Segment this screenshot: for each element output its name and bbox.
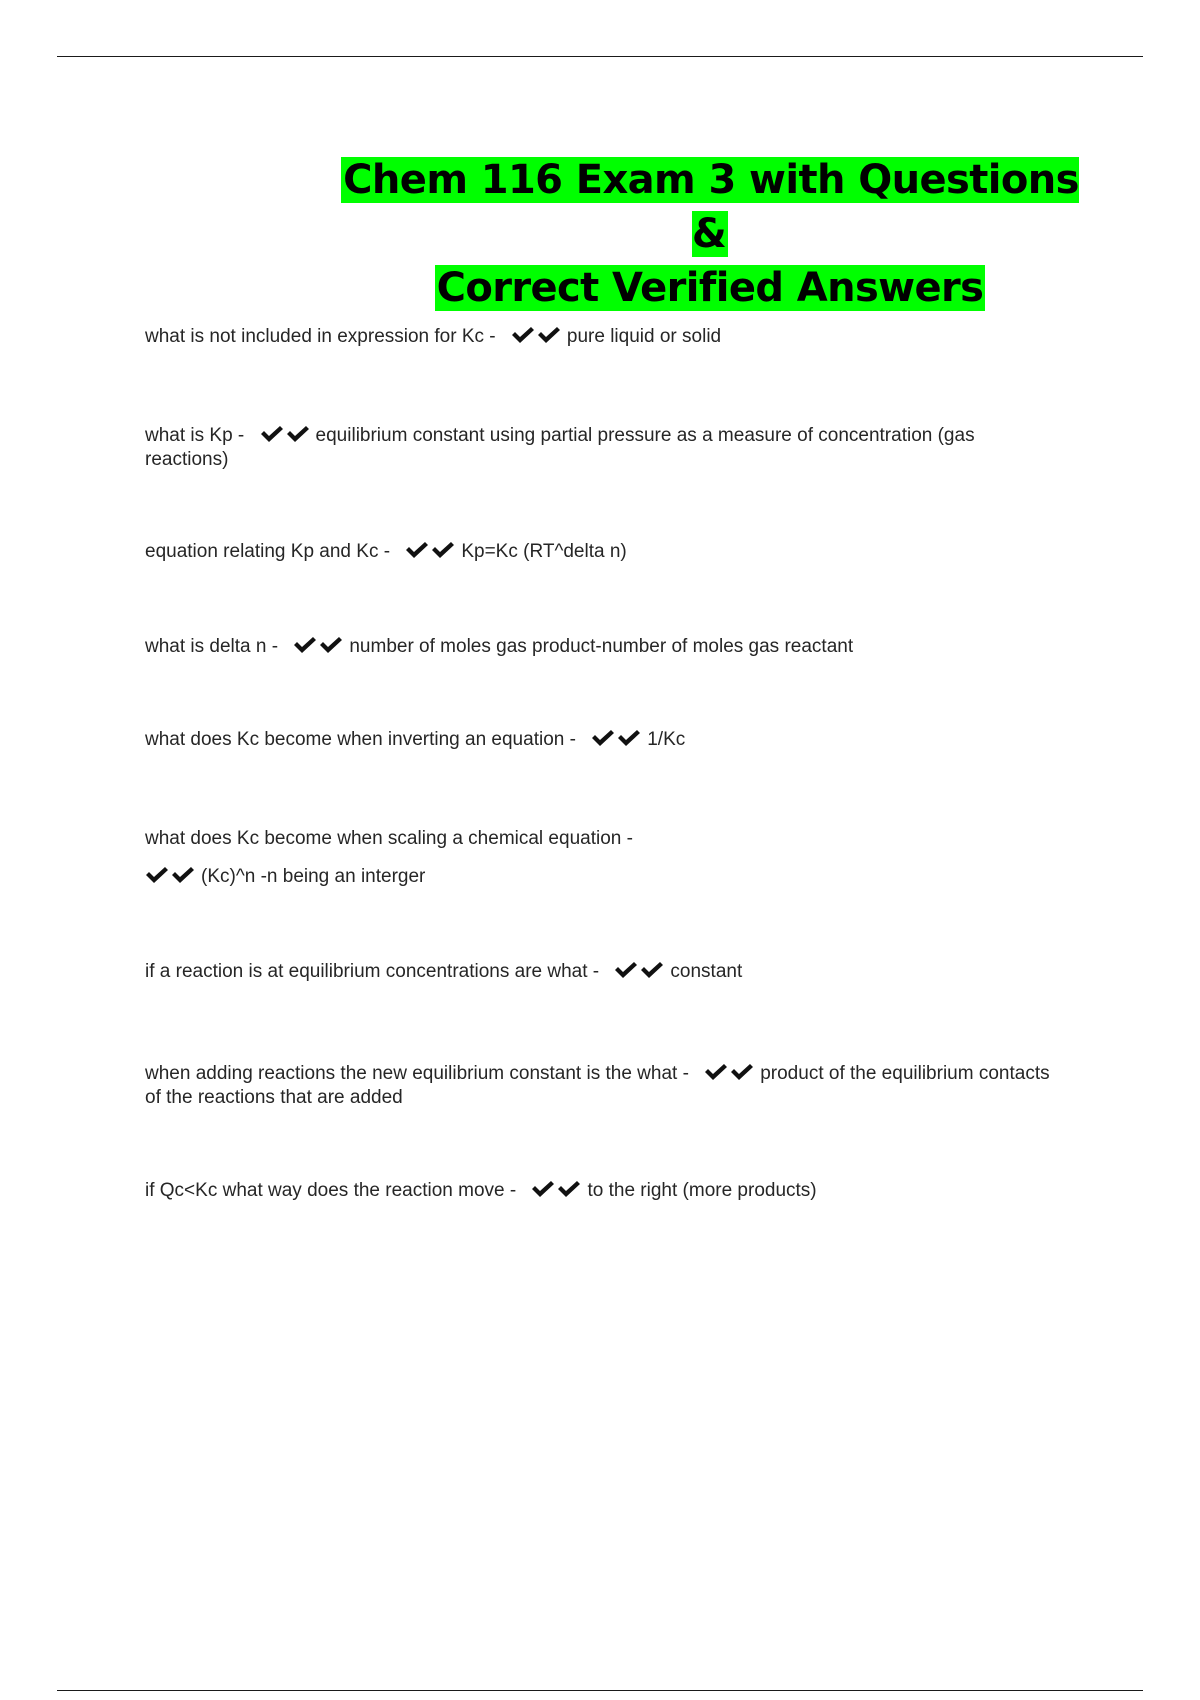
check-icon [704,1063,728,1081]
answer-line [145,865,1065,889]
check-icon [511,326,535,344]
check-icon [591,729,615,747]
answer-text: constant [670,961,743,982]
check-icon [537,326,561,344]
qa-item [145,1062,1065,1110]
question-text: what is Kp [145,425,233,446]
check-icon [557,1180,581,1198]
answer-text: Kp=Kc (RT^delta n) [461,541,627,562]
bottom-rule [57,1690,1143,1691]
separator: - [504,1180,522,1201]
answer-text: to the right (more products) [587,1180,817,1201]
question-text: what is not included in expression for Kc [145,326,485,347]
answer-text: equilibrium constant using partial pressure as a measure of concentration (gas reactions) [145,425,975,470]
qa-item [145,728,1065,752]
separator: - [378,541,396,562]
question-text: what does Kc become when scaling a chemical equation [145,828,622,849]
separator: - [484,326,501,347]
answer-text: 1/Kc [647,729,686,750]
top-rule [57,56,1143,57]
check-icon [614,961,638,979]
qa-item [145,424,1005,472]
question-text: equation relating Kp and Kc [145,541,379,562]
check-icon [531,1180,555,1198]
qa-item [145,960,1065,984]
qa-item [145,1179,1065,1203]
answer-text: number of moles gas product-number of moles gas reactant [349,636,854,657]
separator: - [587,961,605,982]
question-text: when adding reactions the new equilibrium constant is the what [145,1063,678,1084]
separator: - [621,828,633,849]
title-line-1: Chem 116 Exam 3 with Questions & [343,157,1079,257]
check-icon [260,425,284,443]
check-icon [171,866,195,884]
separator: - [232,425,250,446]
answer-text: pure liquid or solid [566,326,722,347]
qa-item [145,635,1065,659]
title-line-2: Correct Verified Answers [436,265,984,311]
answer-text: product of the equilibrium contacts of the reactions that are added [145,1063,1050,1108]
qa-item [145,325,1065,349]
question-text: what does Kc become when inverting an equation [145,729,565,750]
qa-item [145,827,1065,889]
question-text: what is delta n [145,636,267,657]
check-icon [617,729,641,747]
check-icon [431,541,455,559]
separator: - [266,636,284,657]
check-icon [293,636,317,654]
separator: - [564,729,582,750]
question-text: if Qc<Kc what way does the reaction move [145,1180,505,1201]
check-icon [405,541,429,559]
answer-text: (Kc)^n -n being an interger [201,866,426,887]
check-icon [319,636,343,654]
check-icon [640,961,664,979]
separator: - [677,1063,695,1084]
check-icon [286,425,310,443]
check-icon [145,866,169,884]
qa-item [145,540,1065,564]
document-title [340,153,1080,315]
check-icon [730,1063,754,1081]
question-text: if a reaction is at equilibrium concentrations are what [145,961,588,982]
